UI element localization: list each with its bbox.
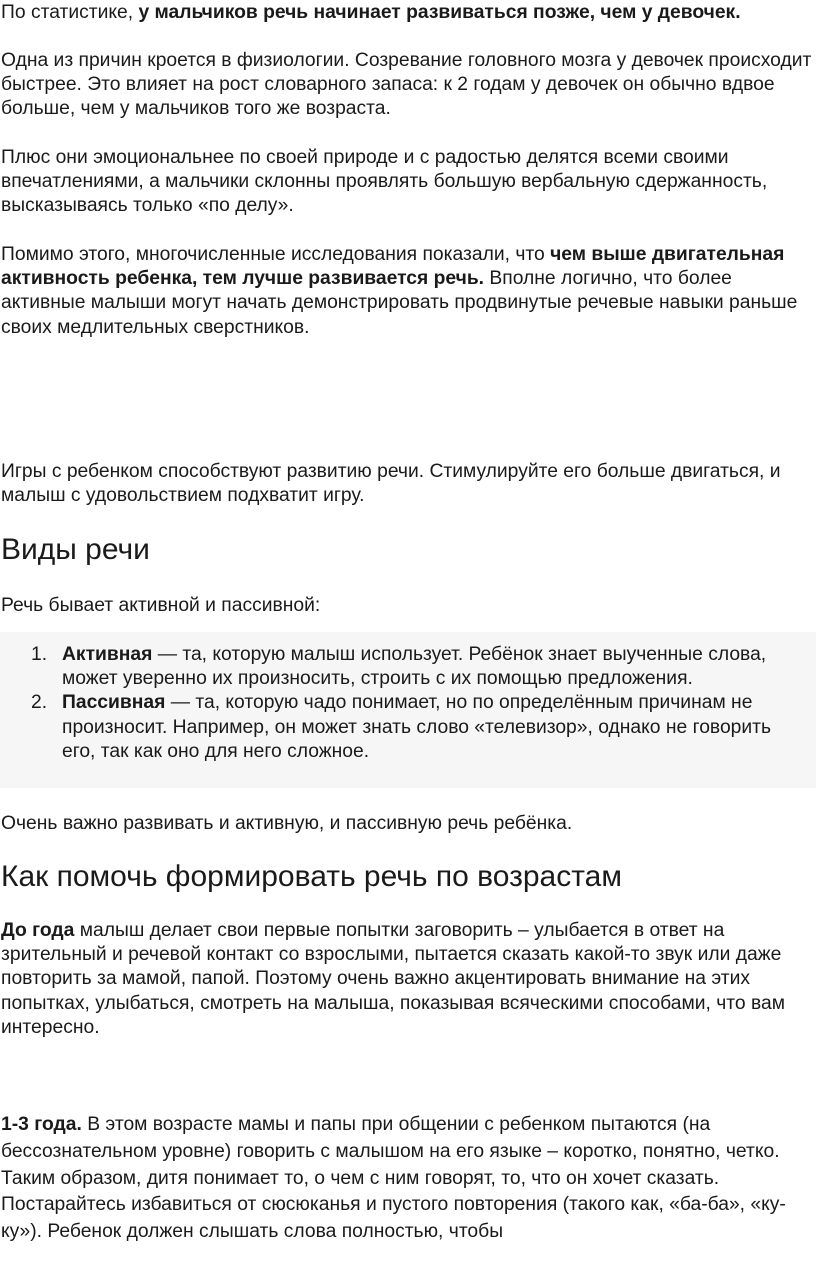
list-item — [0, 691, 816, 764]
paragraph-activity-prefix: Помимо этого, многочисленные исследования показали, что — [1, 244, 551, 265]
paragraph-under-one — [1, 919, 816, 1040]
paragraph-emotional: Плюс они эмоциональнее по своей природе и с радостью делятся всеми своими впечатлениями, а мальчики склонны проявлять большую вербальную сдержанность, высказываясь только «по делу». — [1, 147, 768, 217]
heading-age-help: Как помочь формировать речь по возрастам — [1, 860, 622, 893]
paragraph-statistics-prefix: По статистике, — [1, 2, 139, 23]
paragraph-physiology: Одна из причин кроется в физиологии. Созревание головного мозга у девочек происходит быстрее. Это влияет на рост словарного запаса: к 2 годам у девочек он обычно вдвое больше, чем у мальчиков того же возраста. — [1, 50, 812, 120]
paragraph-speech-outro: Очень важно развивать и активную, и пассивную речь ребёнка. — [1, 813, 573, 834]
paragraph-one-to-three-text: В этом возрасте мамы и папы при общении с ребенком пытаются (на бессознательном уровне) говорить с малышом на его языке – коротко, понятно, четко. Таким образом, дитя понимает то, о чем с ним говорят, то, что он хочет сказать. Постарайтесь избавиться от сюсюканья и пустого повторения (такого как, «ба-ба», «ку-ку»). Ребенок должен слышать слова полностью, чтобы — [1, 1114, 786, 1243]
list-item-text: — та, которую малыш использует. Ребёнок знает выученные слова, может уверенно их произносить, строить с их помощью предложения. — [62, 644, 767, 690]
paragraph-games: Игры с ребенком способствуют развитию речи. Стимулируйте его больше двигаться, и малыш с удовольствием подхватит игру. — [1, 461, 781, 507]
speech-types-list-container — [0, 632, 816, 788]
list-item-number: 2. — [31, 692, 48, 714]
paragraph-activity — [1, 243, 816, 340]
list-item-term: Пассивная — [62, 692, 166, 714]
paragraph-under-one-bold: До года — [1, 920, 75, 941]
paragraph-activity-suffix: Вполне логично, что более активные малыши могут начать демонстрировать продвинутые речевые навыки раньше своих медлительных сверстников. — [1, 268, 798, 338]
list-item — [0, 643, 816, 691]
paragraph-activity-bold: чем выше двигательная активность ребенка, тем лучше развивается речь. — [1, 244, 785, 290]
list-item-number: 1. — [31, 644, 48, 665]
paragraph-one-to-three — [1, 1112, 816, 1246]
paragraph-one-to-three-bold: 1-3 года. — [1, 1114, 82, 1135]
list-item-text: — та, которую чадо понимает, но по определённым причинам не произносит. Например, он может знать слово «телевизор», однако не говорить его, так как оно для него сложное. — [62, 692, 772, 762]
paragraph-statistics — [1, 1, 816, 25]
heading-speech-types: Виды речи — [1, 533, 150, 566]
list-item-term: Активная — [62, 644, 153, 665]
speech-types-list — [0, 643, 816, 764]
paragraph-statistics-bold: у мальчиков речь начинает развиваться позже, чем у девочек. — [138, 2, 741, 23]
paragraph-under-one-text: малыш делает свои первые попытки заговорить – улыбается в ответ на зрительный и речевой контакт со взрослыми, пытается сказать какой-то звук или даже повторить за мамой, папой. Поэтому очень важно акцентировать внимание на этих попытках, улыбаться, смотреть на малыша, показывая всяческими способами, что вам интересно. — [1, 920, 785, 1038]
paragraph-speech-intro: Речь бывает активной и пассивной: — [1, 595, 321, 616]
